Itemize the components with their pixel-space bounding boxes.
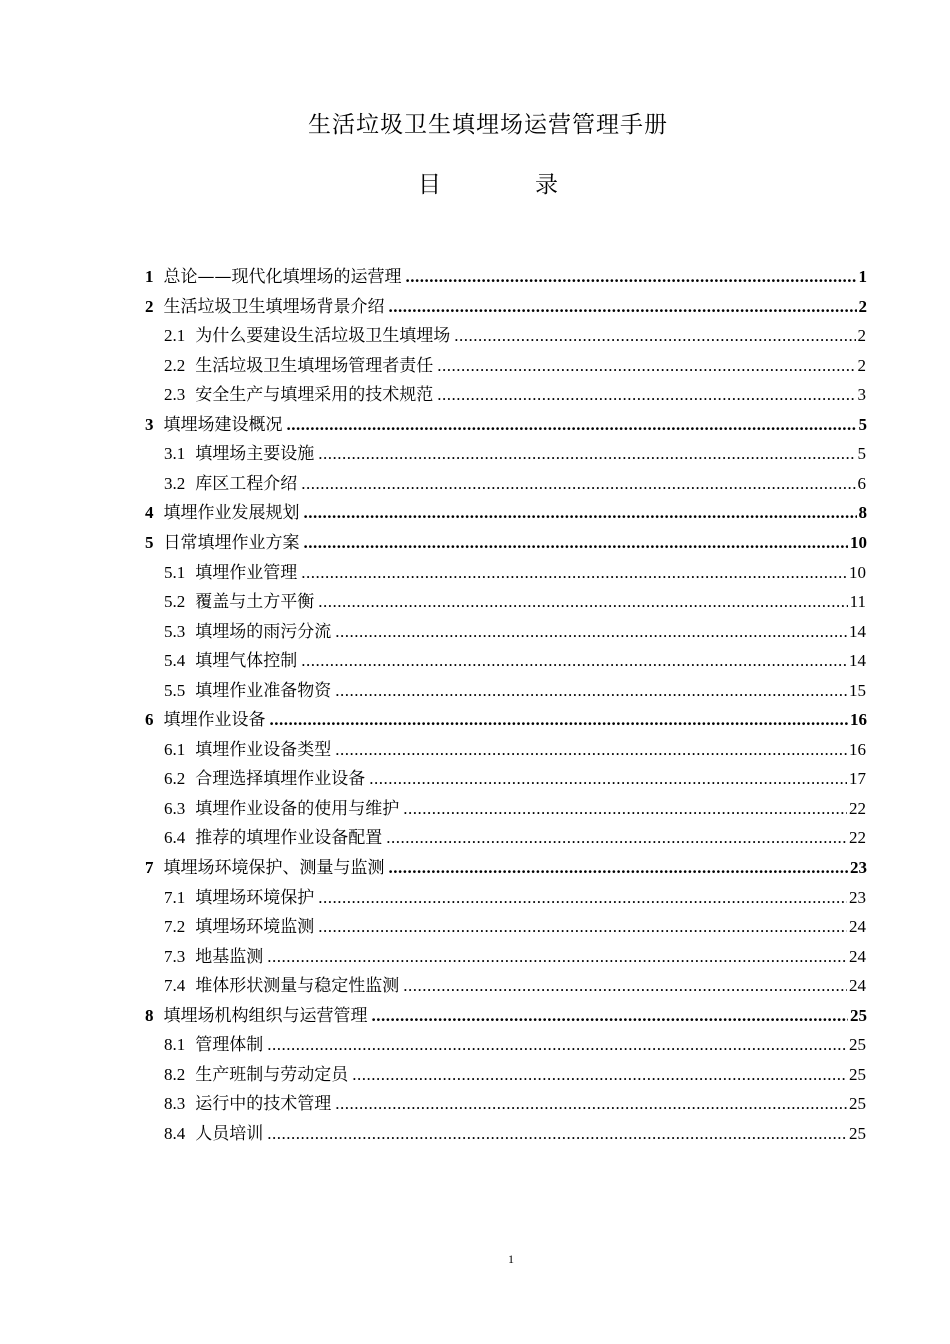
toc-entry-number: 7.3 [164,946,186,966]
toc-entry[interactable] [145,528,867,556]
toc-entry-title: 覆盖与土方平衡 [195,592,315,613]
toc-entry-title: 为什么要建设生活垃圾卫生填埋场 [195,326,451,347]
toc-leader-dots [301,563,847,583]
toc-entry-page: 16 [850,710,867,730]
toc-entry-page: 22 [849,828,866,848]
toc-leader-dots [318,444,855,464]
toc-entry-page: 2 [857,326,866,346]
toc-entry-page: 15 [849,680,866,700]
toc-heading [418,166,558,199]
toc-leader-dots [403,799,847,819]
toc-entry-number: 3.1 [164,444,186,464]
toc-entry-title: 填埋作业设备类型 [195,739,332,760]
toc-entry-page: 25 [849,1094,866,1114]
toc-entry-title: 填埋场环境保护、测量与监测 [163,858,385,878]
toc-entry[interactable] [145,498,867,526]
toc-entry-title: 日常填埋作业方案 [163,532,300,553]
toc-entry-title: 管理体制 [195,1035,264,1056]
toc-entry-number: 8 [145,1005,154,1025]
toc-entry[interactable] [145,262,867,290]
toc-entry-number: 2.2 [164,355,186,375]
toc-entry-page: 24 [849,946,866,966]
toc-entry[interactable] [145,1001,867,1029]
toc-entry-number: 5.3 [164,621,186,641]
toc-entry-number: 8.4 [164,1123,186,1143]
toc-entry-page: 17 [849,769,866,789]
toc-leader-dots [352,1065,847,1085]
document-title: 生活垃圾卫生填埋场运营管理手册 [308,112,668,138]
toc-entry-page: 5 [857,444,866,464]
toc-leader-dots [318,917,847,937]
toc-entry-number: 5.2 [164,592,186,612]
toc-leader-dots [318,592,847,612]
toc-leader-dots [267,947,847,967]
toc-entry[interactable] [164,794,866,822]
toc-entry-title: 填埋作业发展规划 [163,503,300,524]
toc-entry-number: 5 [145,532,154,552]
toc-entry-title: 填埋场机构组织与运营管理 [163,1005,368,1026]
toc-entry[interactable] [164,823,866,851]
toc-entry-number: 5.4 [164,651,186,671]
toc-entry[interactable] [145,853,867,881]
toc-entry-number: 7.1 [164,887,186,907]
toc-heading-char-2: 录 [535,172,558,198]
toc-entry-number: 2.1 [164,326,186,346]
toc-entry-number: 3 [145,414,154,434]
toc-entry-number: 4 [145,503,154,523]
toc-entry-title: 人员培训 [195,1123,264,1144]
toc-entry-title: 运行中的技术管理 [195,1094,332,1115]
toc-leader-dots [318,888,847,908]
toc-entry-title: 填埋场环境监测 [195,917,315,938]
toc-entry-title: 合理选择填埋作业设备 [195,769,366,790]
toc-entry[interactable] [164,351,866,379]
toc-entry-title: 填埋作业管理 [195,562,298,583]
toc-leader-dots [335,681,847,701]
toc-entry[interactable] [164,883,866,911]
toc-entry-number: 1 [145,267,154,286]
toc-entry-title: 库区工程介绍 [195,473,298,494]
toc-entry[interactable] [164,1030,866,1058]
toc-leader-dots [267,1035,847,1055]
toc-leader-dots [403,976,847,996]
toc-entry[interactable] [164,1119,866,1147]
toc-entry-number: 8.1 [164,1035,186,1055]
toc-entry-title: 填埋作业设备的使用与维护 [195,798,400,819]
toc-entry-page: 24 [849,917,866,937]
toc-leader-dots [267,1124,847,1144]
toc-leader-dots [301,474,855,494]
toc-entry-title: 总论——现代化填埋场的运营理 [163,267,402,287]
toc-leader-dots [335,622,847,642]
toc-entry[interactable] [164,558,866,586]
toc-entry-number: 6.4 [164,828,186,848]
toc-entry[interactable] [164,439,866,467]
toc-entry-number: 6.3 [164,798,186,818]
toc-leader-dots [454,326,855,346]
toc-entry-page: 24 [849,976,866,996]
toc-entry-page: 2 [858,296,867,316]
toc-entry[interactable] [164,764,866,792]
toc-entry[interactable] [164,735,866,763]
toc-entry[interactable] [164,321,866,349]
toc-entry-number: 2.3 [164,385,186,405]
toc-entry-page: 1 [858,267,867,286]
toc-entry-page: 16 [849,739,866,759]
toc-entry-number: 6 [145,710,154,730]
toc-entry[interactable] [145,410,867,438]
toc-heading-char-1: 目 [418,172,441,198]
toc-leader-dots [389,858,849,878]
toc-leader-dots [389,297,857,317]
toc-leader-dots [270,710,849,730]
toc-entry-page: 25 [850,1005,867,1025]
toc-entry-number: 6.1 [164,739,186,759]
toc-entry-title: 填埋场主要设施 [195,444,315,465]
toc-entry[interactable] [164,971,866,999]
toc-entry-title: 填埋场建设概况 [163,414,283,435]
toc-entry[interactable] [164,380,866,408]
toc-entry-number: 7.2 [164,917,186,937]
toc-entry-page: 14 [849,621,866,641]
toc-entry[interactable] [145,705,867,733]
toc-entry-title: 安全生产与填埋采用的技术规范 [195,385,434,406]
toc-entry[interactable] [164,942,866,970]
toc-entry-page: 3 [857,385,866,405]
toc-entry-page: 2 [857,355,866,375]
toc-leader-dots [335,740,847,760]
toc-entry-title: 推荐的填埋作业设备配置 [195,828,383,849]
toc-entry-page: 6 [857,473,866,493]
toc-entry-title: 填埋作业设备 [163,710,266,731]
toc-entry-page: 10 [850,532,867,552]
toc-entry-title: 生活垃圾卫生填埋场背景介绍 [163,296,385,317]
toc-entry[interactable] [145,292,867,320]
toc-leader-dots [437,356,855,376]
toc-entry-page: 14 [849,651,866,671]
toc-entry-page: 23 [849,887,866,907]
toc-entry-page: 25 [849,1035,866,1055]
toc-leader-dots [386,828,847,848]
toc-entry-page: 10 [849,562,866,582]
toc-entry-title: 填埋气体控制 [195,651,298,672]
toc-entry-number: 7.4 [164,976,186,996]
toc-leader-dots [406,267,857,287]
toc-entry[interactable] [164,1089,866,1117]
toc-leader-dots [369,769,847,789]
toc-leader-dots [372,1006,849,1026]
toc-entry-number: 2 [145,296,154,316]
toc-entry-page: 25 [849,1123,866,1143]
toc-entry[interactable] [164,617,866,645]
page-number: 1 [508,1252,514,1266]
toc-entry-title: 地基监测 [195,946,264,967]
toc-entry-number: 7 [145,858,154,877]
toc-entry[interactable] [164,646,866,674]
toc-entry-page: 22 [849,798,866,818]
toc-leader-dots [437,385,855,405]
toc-entry[interactable] [164,469,866,497]
toc-entry[interactable] [164,912,866,940]
toc-leader-dots [287,415,857,435]
toc-entry-page: 5 [858,414,867,434]
toc-entry[interactable] [164,587,866,615]
toc-leader-dots [304,533,849,553]
toc-entry-page: 23 [850,858,867,877]
toc-entry-page: 11 [849,592,866,612]
toc-entry-title: 填埋场环境保护 [195,887,315,908]
toc-entry-title: 生活垃圾卫生填埋场管理者责任 [195,355,434,376]
toc-entry-title: 填埋作业准备物资 [195,680,332,701]
toc-entry-number: 6.2 [164,769,186,789]
toc-entry-number: 3.2 [164,473,186,493]
toc-leader-dots [335,1094,847,1114]
toc-leader-dots [304,503,857,523]
toc-entry-page: 25 [849,1064,866,1084]
toc-entry-number: 8.2 [164,1064,186,1084]
toc-entry-title: 堆体形状测量与稳定性监测 [195,976,400,997]
toc-entry-title: 填埋场的雨污分流 [195,621,332,642]
toc-entry-number: 5.5 [164,680,186,700]
toc-entry-number: 8.3 [164,1094,186,1114]
toc-entry-page: 8 [858,503,867,523]
toc-entry[interactable] [164,1060,866,1088]
toc-entry-number: 5.1 [164,562,186,582]
toc-leader-dots [301,651,847,671]
toc-entry-title: 生产班制与劳动定员 [195,1064,349,1085]
toc-entry[interactable] [164,676,866,704]
